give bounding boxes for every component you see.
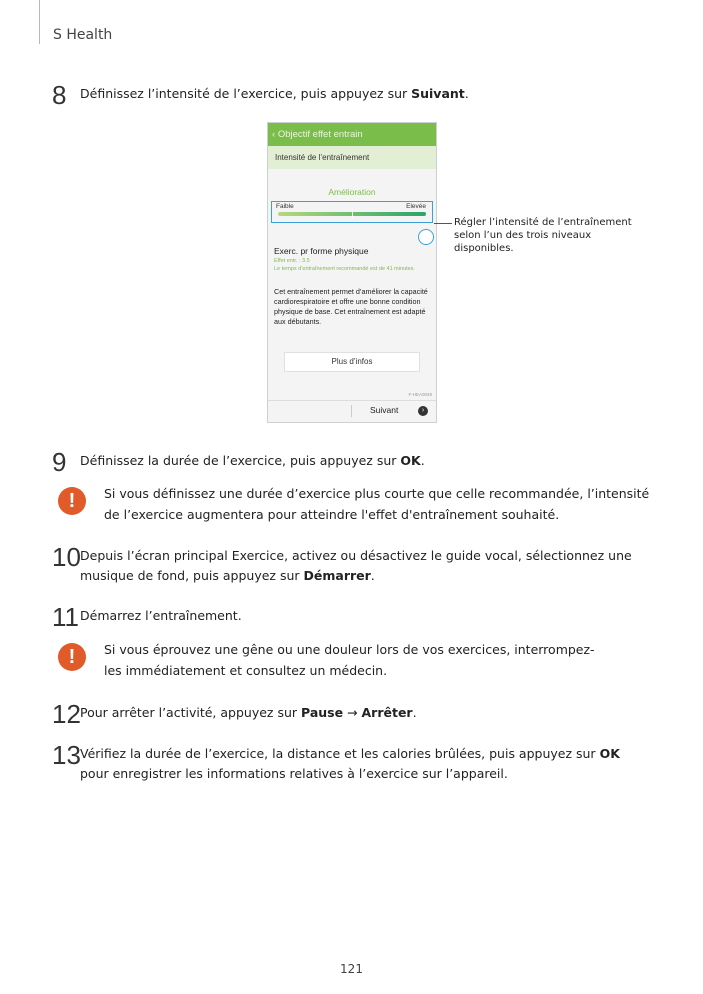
callout-line — [434, 223, 452, 224]
phone-screenshot — [267, 122, 437, 423]
step-12-text: Pour arrêter l’activité, appuyez sur Pause → Arrêter. — [80, 705, 417, 720]
section-header: S Health — [53, 27, 113, 43]
phone-subtitle: Intensité de l’entraînement — [268, 146, 436, 169]
program-recommendation: Le temps d’entraînement recommandé est de 41 minutes. — [274, 266, 415, 272]
more-info-button[interactable]: Plus d’infos — [284, 352, 420, 372]
step-number-13: 13 — [52, 740, 81, 770]
program-title: Exerc. pr forme physique — [274, 246, 369, 256]
program-effect: Effet entr. : 3.5 — [274, 258, 310, 264]
margin-rule — [39, 0, 40, 44]
intensity-level-label: Amélioration — [328, 187, 376, 197]
exclamation-icon: ! — [58, 487, 86, 515]
slider-low-label: Faible — [276, 203, 294, 210]
step-number-10: 10 — [52, 542, 81, 572]
page-number: 121 — [340, 962, 363, 976]
slider-handle-callout — [418, 229, 434, 245]
step-10-text: Depuis l’écran principal Exercice, activez ou désactivez le guide vocal, sélectionnez une musique de fond, puis appuyez sur Démarrer. — [80, 548, 632, 583]
phone-title-bar[interactable]: ‹ Objectif effet entrain — [268, 123, 436, 146]
step-9-text: Définissez la durée de l’exercice, puis appuyez sur OK. — [80, 453, 425, 468]
warning-1-text: Si vous définissez une durée d’exercice plus courte que celle recommandée, l’intensité de l’exercice augmentera pour atteindre l'effet d'entraînement souhaité. — [104, 486, 650, 522]
step-13-text: Vérifiez la durée de l’exercice, la distance et les calories brûlées, puis appuyez sur OK pour enregistrer les informations relatives à l’exercice sur l’appareil. — [80, 746, 620, 781]
step-11-text: Démarrez l’entraînement. — [80, 608, 242, 623]
next-button[interactable]: Suivant — [370, 405, 399, 415]
chevron-right-icon[interactable]: › — [418, 406, 428, 416]
image-code: F-HEA0049 — [408, 392, 432, 397]
step-number-11: 11 — [52, 602, 79, 632]
phone-title: Objectif effet entrain — [277, 129, 363, 140]
step-number-9: 9 — [52, 447, 67, 477]
step-number-12: 12 — [52, 699, 81, 729]
slider-high-label: Elevée — [406, 203, 426, 210]
step-number-8: 8 — [52, 80, 67, 110]
bottom-divider — [351, 405, 352, 417]
exclamation-icon: ! — [58, 643, 86, 671]
slider-tick — [352, 210, 353, 218]
phone-bottom-bar — [268, 400, 436, 422]
callout-text: Régler l’intensité de l’entraînement selon l’un des trois niveaux disponibles. — [454, 217, 632, 254]
warning-2-text: Si vous éprouvez une gêne ou une douleur lors de vos exercices, interrompez-les immédiatement et consultez un médecin. — [104, 642, 595, 678]
program-description: Cet entraînement permet d’améliorer la capacité cardiorespiratoire et offre une bonne condition physique de base. Cet entraînement est adapté aux débutants. — [274, 287, 428, 326]
step-8-text: Définissez l’intensité de l’exercice, puis appuyez sur Suivant. — [80, 86, 469, 101]
